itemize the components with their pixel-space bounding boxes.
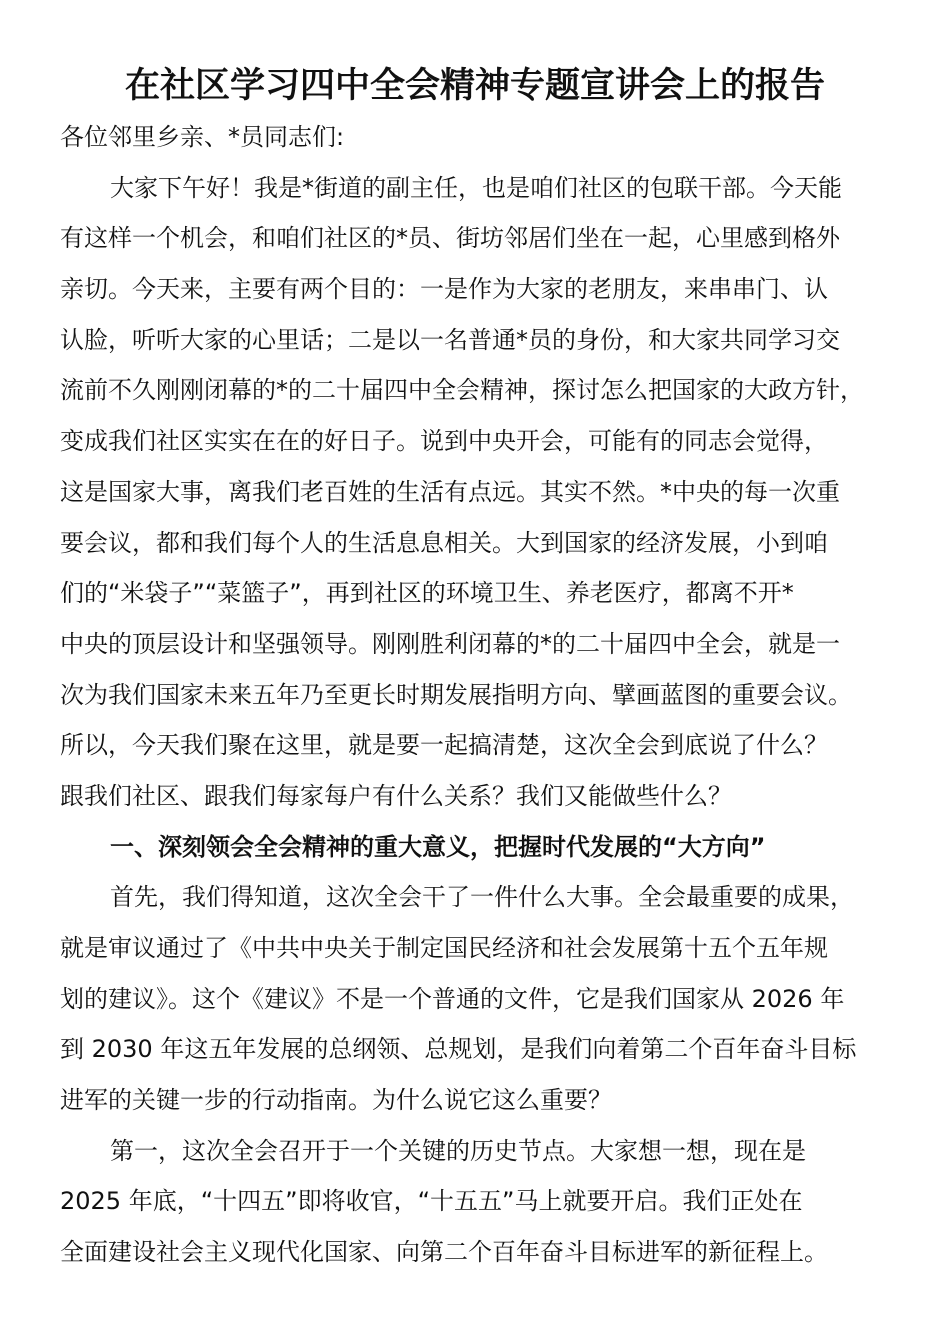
section-heading: 一、深刻领会全会精神的重大意义，把握时代发展的“大方向” bbox=[110, 832, 766, 861]
text-line: 这是国家大事，离我们老百姓的生活有点远。其实不然。*中央的每一次重 bbox=[60, 477, 840, 506]
text-line: 亲切。今天来，主要有两个目的：一是作为大家的老朋友，来串串门、认 bbox=[60, 275, 828, 304]
text-line: 大家下午好！我是*街道的副主任，也是咱们社区的包联干部。今天能 bbox=[110, 173, 842, 202]
text-line: 首先，我们得知道，这次全会干了一件什么大事。全会最重要的成果， bbox=[110, 883, 854, 912]
text-line: 们的“米袋子”“菜篮子”，再到社区的环境卫生、养老医疗，都离不开* bbox=[60, 579, 794, 608]
text-line: 中央的顶层设计和坚强领导。刚刚胜利闭幕的*的二十届四中全会，就是一 bbox=[60, 629, 840, 658]
text-line: 认脸，听听大家的心里话；二是以一名普通*员的身份，和大家共同学习交 bbox=[60, 325, 840, 354]
text-line: 全面建设社会主义现代化国家、向第二个百年奋斗目标进军的新征程上。 bbox=[60, 1238, 828, 1267]
document-body bbox=[60, 112, 900, 1278]
text-line: 流前不久刚刚闭幕的*的二十届四中全会精神，探讨怎么把国家的大政方针， bbox=[60, 376, 864, 405]
text-line: 有这样一个机会，和咱们社区的*员、街坊邻居们坐在一起，心里感到格外 bbox=[60, 224, 840, 253]
text-line: 第一，这次全会召开于一个关键的历史节点。大家想一想，现在是 bbox=[110, 1136, 806, 1165]
text-line: 变成我们社区实实在在的好日子。说到中央开会，可能有的同志会觉得， bbox=[60, 427, 828, 456]
text-line: 进军的关键一步的行动指南。为什么说它这么重要？ bbox=[60, 1086, 612, 1115]
text-line: 划的建议》。这个《建议》不是一个普通的文件，它是我们国家从 2026 年 bbox=[60, 984, 845, 1013]
text-line: 要会议，都和我们每个人的生活息息相关。大到国家的经济发展，小到咱 bbox=[60, 528, 828, 557]
text-line: 次为我们国家未来五年乃至更长时期发展指明方向、擘画蓝图的重要会议。 bbox=[60, 680, 852, 709]
text-line: 各位邻里乡亲、*员同志们: bbox=[60, 123, 345, 151]
text-line: 2025 年底，“十四五”即将收官，“十五五”马上就要开启。我们正处在 bbox=[60, 1187, 803, 1216]
text-line: 跟我们社区、跟我们每家每户有什么关系？我们又能做些什么？ bbox=[60, 781, 732, 810]
text-line: 就是审议通过了《中共中央关于制定国民经济和社会发展第十五个五年规 bbox=[60, 934, 828, 962]
text-line: 到 2030 年这五年发展的总纲领、总规划，是我们向着第二个百年奋斗目标 bbox=[60, 1035, 857, 1064]
text-line: 所以，今天我们聚在这里，就是要一起搞清楚，这次全会到底说了什么？ bbox=[60, 731, 828, 760]
document-title: 在社区学习四中全会精神专题宣讲会上的报告 bbox=[124, 65, 825, 106]
